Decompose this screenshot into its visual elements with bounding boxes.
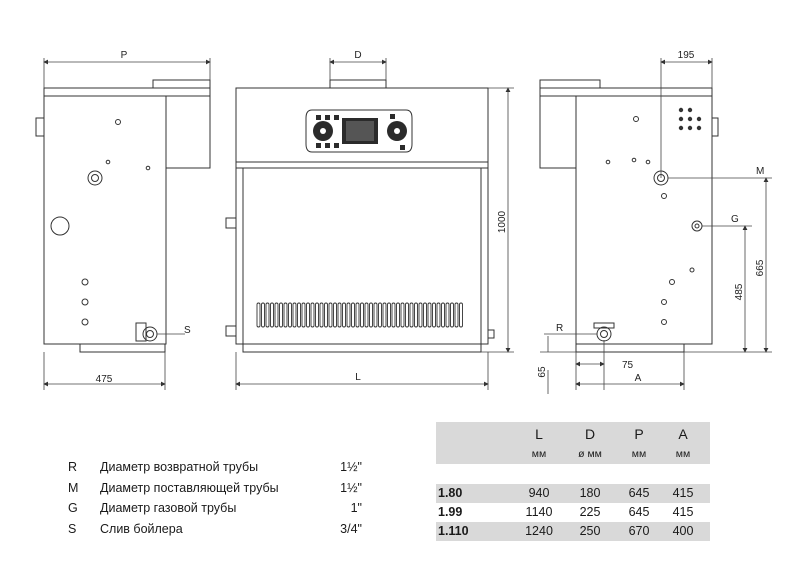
legend-description: Слив бойлера: [100, 521, 183, 536]
vent-slot: [460, 303, 463, 327]
vent-slot: [343, 303, 346, 327]
s-connection-label: S: [184, 325, 191, 336]
dim-665-label: 665: [755, 259, 766, 277]
vent-slot: [397, 303, 400, 327]
vent-slot: [451, 303, 454, 327]
vent-slot: [419, 303, 422, 327]
table-cell: 940: [528, 486, 550, 500]
vent-slot: [316, 303, 319, 327]
vent-slot: [275, 303, 278, 327]
column-header: P: [634, 426, 644, 442]
vent-slot: [442, 303, 445, 327]
vent-slot: [392, 303, 395, 327]
vent-holes: [679, 108, 701, 130]
vent-slot: [271, 303, 274, 327]
table-cell: 645: [628, 486, 650, 500]
vent-slot: [329, 303, 332, 327]
vent-slot: [437, 303, 440, 327]
legend-size: 3/4": [340, 521, 362, 536]
vent-slot: [320, 303, 323, 327]
vent-slot: [257, 303, 260, 327]
vent-slot: [280, 303, 283, 327]
legend-code: S: [68, 521, 77, 536]
legend-description: Диаметр возвратной трубы: [100, 460, 259, 474]
vent-slot: [370, 303, 373, 327]
dim-65-label: 65: [537, 366, 548, 378]
column-header: L: [535, 426, 543, 442]
vent-slot: [446, 303, 449, 327]
vent-slot: [410, 303, 413, 327]
table-cell: 415: [672, 505, 694, 519]
column-header: D: [584, 426, 596, 442]
table-cell: 1140: [525, 505, 553, 519]
side-view-right: [540, 80, 718, 352]
vent-slot: [352, 303, 355, 327]
dim-475-label: 475: [95, 374, 113, 385]
table-cell: 645: [628, 505, 650, 519]
column-header: A: [678, 426, 688, 442]
vent-slot: [284, 303, 287, 327]
vent-slot: [424, 303, 427, 327]
vent-slot: [401, 303, 404, 327]
legend-description: Диаметр газовой трубы: [100, 501, 237, 515]
table-cell: 415: [672, 486, 694, 500]
vent-slot: [356, 303, 359, 327]
dim-485-label: 485: [734, 283, 745, 301]
model-name: 1.110: [438, 524, 469, 538]
vent-slot: [298, 303, 301, 327]
column-unit: мм: [631, 448, 647, 460]
table-cell: 400: [672, 524, 694, 538]
vent-slot: [307, 303, 310, 327]
vent-slot: [334, 303, 337, 327]
column-unit: ø мм: [578, 448, 602, 460]
vent-slot: [347, 303, 350, 327]
table-header: [436, 422, 710, 464]
table-row: [436, 503, 710, 522]
vent-slot: [415, 303, 418, 327]
vent-slot: [455, 303, 458, 327]
vent-slot: [433, 303, 436, 327]
vent-slot: [262, 303, 265, 327]
legend-size: 1½": [340, 480, 362, 495]
vent-slot: [293, 303, 296, 327]
vent-slot: [374, 303, 377, 327]
legend-size: 1": [350, 501, 362, 515]
ventilation-grille: [257, 303, 463, 327]
model-name: 1.99: [438, 505, 463, 519]
table-row: [436, 484, 710, 503]
vent-slot: [428, 303, 431, 327]
dim-195-label: 195: [677, 50, 695, 61]
dim-p-label: P: [120, 50, 128, 61]
dimensions-table: [436, 422, 710, 541]
g-connection-label: G: [731, 214, 739, 225]
vent-slot: [311, 303, 314, 327]
control-panel: [313, 114, 407, 150]
legend-size: 1½": [340, 460, 362, 474]
column-unit: мм: [675, 448, 691, 460]
legend-code: R: [68, 460, 78, 474]
table-cell: 225: [579, 505, 601, 519]
vent-slot: [383, 303, 386, 327]
dim-d-label: D: [354, 50, 362, 61]
r-connection-label: R: [556, 323, 564, 334]
legend-code: G: [68, 501, 78, 515]
model-name: 1.80: [438, 486, 463, 500]
legend-code: M: [68, 480, 79, 495]
side-view-left: [36, 80, 210, 352]
table-cell: 180: [579, 486, 601, 500]
dim-a-label: A: [634, 373, 642, 384]
column-unit: мм: [531, 448, 547, 460]
vent-slot: [365, 303, 368, 327]
legend-description: Диаметр поставляющей трубы: [100, 480, 279, 495]
vent-slot: [289, 303, 292, 327]
table-cell: 250: [579, 524, 601, 538]
vent-slot: [338, 303, 341, 327]
dim-l-label: L: [355, 372, 361, 383]
dim-75-label: 75: [622, 360, 634, 371]
vent-slot: [302, 303, 305, 327]
vent-slot: [388, 303, 391, 327]
vent-slot: [361, 303, 364, 327]
vent-slot: [266, 303, 269, 327]
vent-slot: [379, 303, 382, 327]
dim-1000-label: 1000: [497, 210, 508, 234]
vent-slot: [406, 303, 409, 327]
m-connection-label: M: [756, 166, 765, 177]
table-cell: 1240: [525, 524, 553, 538]
vent-slot: [325, 303, 328, 327]
table-row: [436, 522, 710, 541]
table-cell: 670: [628, 524, 650, 538]
